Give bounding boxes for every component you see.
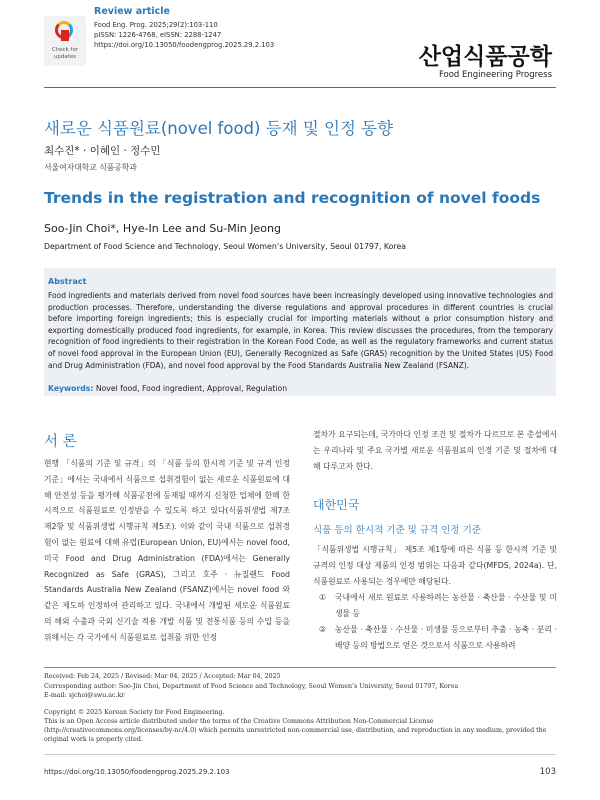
authors-kr: 최수진* · 이혜인 · 정수민 (44, 145, 161, 157)
authors-en: Soo-Jin Choi*, Hye-In Lee and Su-Min Jeong (44, 222, 281, 235)
author-email[interactable]: E-mail: sjchoi@swu.ac.kr (44, 692, 125, 699)
article-title-kr: 새로운 식품원료(novel food) 등재 및 인정 동향 (44, 119, 394, 138)
subsection-title: 식품 등의 한시적 기준 및 규격 인정 기준 (313, 525, 481, 536)
keywords-line (48, 384, 287, 393)
citation: Food Eng. Prog. 2025;29(2):103-110 (94, 21, 218, 29)
list-item (313, 622, 557, 654)
journal-title-kr: 산업식품공학 (418, 44, 552, 70)
list-item (313, 590, 557, 622)
corresponding-author: Corresponding author: Soo-Jin Choi, Department of Food Science and Technology, Seoul Women’s University, Seoul 01797, Korea (44, 683, 459, 690)
section-title-introduction: 서 론 (44, 434, 77, 450)
license-text: This is an Open Access article distributed under the terms of the Creative Commons Attribution Non-Commercial License (http://creativecommons.org/licenses/by-nc/4.0) which permits unrestricted non-commercial use, distribution, and reproduction in any medium, provided the original work is properly cited. (44, 718, 547, 743)
list-item-text: 국내에서 새로 원료로 사용하려는 농산물 · 축산물 · 수산물 및 미생물 등 (335, 593, 557, 618)
check-for-updates-badge[interactable] (44, 16, 86, 66)
bookmark-icon (61, 30, 69, 41)
section-title-korea: 대한민국 (313, 498, 360, 512)
article-type: Review article (94, 6, 170, 17)
body-paragraph-1: 현행 「식품의 기준 및 규격」의 「식품 등의 한시적 기준 및 규격 인정 기준」에서는 국내에서 식품으로 섭취경험이 없는 새로운 식품원료에 대해 안전성 등을 평가해 식품공전에 등재될 때까지 신청한 업체에 한해 한시적으로 식품원료로 인정받을 수 있도록 하고 있다(식품위생법 제7조 제2항 및 식품위생법 시행규칙 제5조). 이와 같이 국내 식품으로 섭취경험이 없는 원료에 대해 유럽(European Union, EU)에서는 novel food, 미국 Food and Drug Administration (FDA)에서는 Generally Recognized as Safe (GRAS), 그리고 호주 · 뉴질랜드 Food Standards Australia New Zealand (FSANZ)에서는 novel food 와 같은 제도하 인정하여 관리하고 있다. 국내에서 개발된 새로운 식품원료의 해외 수출과 국외 신기술 적용 개발 식품 및 전통식품 등의 수입 등을 위해서는 각 국가에서 식품원료로 섭취를 위한 인정 (44, 459, 290, 642)
list-item-number: ② (319, 625, 326, 634)
journal-title-en: Food Engineering Progress (438, 70, 552, 80)
footer-doi-link[interactable]: https://doi.org/10.13050/foodengprog.2025.29.2.103 (44, 768, 230, 776)
abstract-heading: Abstract (48, 277, 87, 286)
list-item-number: ① (319, 593, 326, 602)
article-title-en: Trends in the registration and recognition of novel foods (44, 189, 541, 207)
body-paragraph-3: 「식품위생법 시행규칙」 제5조 제1항에 따른 식품 등 한시적 기준 및 규격의 인정 대상 제품의 인정 범위는 다음과 같다(MFDS, 2024a). 단, 식품원료로 사용되는 경우에만 해당된다. (313, 545, 557, 586)
badge-line1: Check for (51, 47, 79, 53)
affiliation-en: Department of Food Science and Technology, Seoul Women’s University, Seoul 01797, Korea (44, 242, 407, 251)
affiliation-kr: 서울여자대학교 식품공학과 (44, 163, 137, 172)
footer-divider (44, 754, 556, 755)
badge-line2: updates (53, 54, 77, 60)
abstract-text: Food ingredients and materials derived from novel food sources have been increasingly developed using innovative technologies and production processes. Therefore, understanding the diverse regulations and approval procedures in different countries is crucial before importing foreign ingredients; this is especially crucial for importing materials without a prior consumption history and exporting domestically produced food ingredients, for example, in Korea. This review discusses the procedures, from the temporary recognition of food ingredients to their registration in the Korean Food Code, as well as the regulatory frameworks and current status of novel food approval in the European Union (EU), Generally Recognized as Safe (GRAS) recognition by the United States (US) Food and Drug Administration (FDA), and novel food approval by the Food Standards Australia New Zealand (FSANZ). (48, 291, 553, 370)
list-item-text: 농산물 · 축산물 · 수산물 · 미생물 등으로부터 추출 · 농축 · 분리 · 배양 등의 방법으로 얻은 것으로서 식품으로 사용하려 (335, 625, 557, 650)
footnote-divider (44, 667, 556, 668)
keywords-label: Keywords: (48, 384, 94, 393)
header-doi-link[interactable]: https://doi.org/10.13050/foodengprog.2025.29.2.103 (94, 41, 275, 49)
issn: pISSN: 1226-4768, eISSN: 2288-1247 (94, 31, 222, 39)
header-divider (44, 87, 556, 88)
body-paragraph-2: 절차가 요구되는데, 국가마다 인정 조건 및 절차가 다르므로 본 총설에서는 우리나라 및 주요 국가별 새로운 식품원료의 인정 기준 및 절차에 대해 다루고자 한다. (313, 430, 557, 471)
copyright: Copyright © 2025 Korean Society for Food Engineering. (44, 709, 225, 716)
keywords-list: Novel food, Food ingredient, Approval, Regulation (95, 384, 288, 393)
page-number: 103 (539, 767, 556, 777)
received-dates: Received: Feb 24, 2025 / Revised: Mar 04, 2025 / Accepted: Mar 04, 2025 (44, 673, 281, 680)
